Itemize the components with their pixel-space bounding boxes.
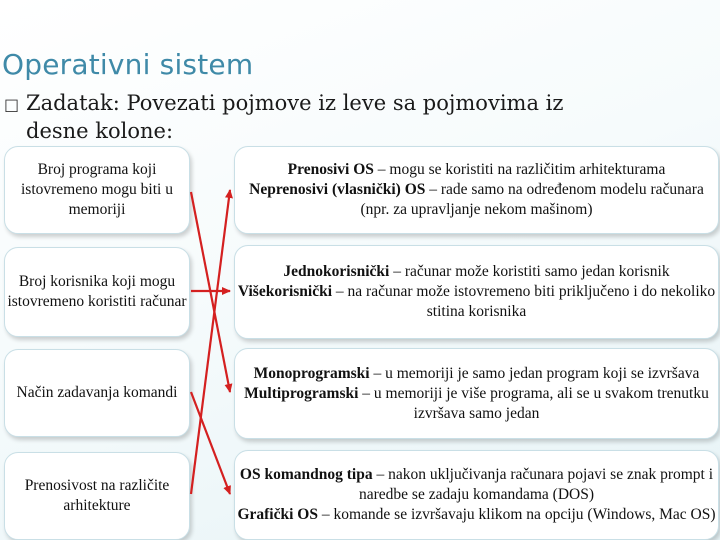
right-item-1-b bbox=[235, 180, 718, 220]
right-item-2-a bbox=[283, 262, 669, 282]
right-item-3-b-term: Multiprogramski bbox=[244, 384, 359, 402]
left-item-4-text: Prenosivost na različite arhitekture bbox=[24, 477, 170, 514]
right-item-4-b-text: – komande se izvršavaju klikom na opciju (Windows, Mac OS) bbox=[317, 506, 716, 523]
right-item-4-a bbox=[235, 465, 718, 505]
left-item-1 bbox=[4, 146, 190, 234]
right-item-4-b-term: Grafički OS bbox=[237, 506, 318, 523]
left-item-2 bbox=[4, 247, 190, 337]
right-item-1-a-text: – mogu se koristiti na različitim arhitekturama bbox=[373, 161, 666, 178]
right-item-4-a-text: – nakon uključivanja računara pojavi se znak prompt i naredbe se zadaju komandama (DOS) bbox=[359, 466, 714, 503]
left-item-3-text: Način zadavanja komandi bbox=[16, 384, 178, 401]
left-item-1-text: Broj programa koji istovremeno mogu biti u memoriji bbox=[21, 161, 173, 218]
right-item-3-b bbox=[235, 384, 718, 424]
task-text bbox=[4, 90, 716, 145]
right-item-2-b-text: – na računar može istovremeno biti priključeno i do nekoliko stitina korisnika bbox=[332, 283, 716, 320]
task-line-2: desne kolone: bbox=[26, 119, 174, 143]
right-item-1-a bbox=[288, 160, 666, 180]
right-item-1-b-term: Neprenosivi (vlasnički) OS bbox=[249, 181, 426, 198]
left-item-2-text: Broj korisnika koji mogu istovremeno koristiti računar bbox=[7, 273, 187, 310]
left-item-4 bbox=[4, 452, 190, 540]
right-item-2-b-term: Višekorisnički bbox=[237, 283, 333, 300]
slide-title: Operativni sistem bbox=[2, 48, 254, 81]
right-item-2-a-term: Jednokorisnički bbox=[283, 263, 390, 280]
right-item-1-a-term: Prenosivi OS bbox=[287, 161, 374, 178]
right-item-3-a bbox=[254, 364, 700, 384]
right-item-2 bbox=[234, 245, 719, 339]
right-item-2-b bbox=[235, 282, 718, 322]
task-line-1: Zadatak: Povezati pojmove iz leve sa pojmovima iz bbox=[26, 91, 564, 115]
right-item-1-b-text: – rade samo na određenom modelu računara (npr. za upravljanje nekom mašinom) bbox=[360, 181, 704, 218]
right-item-3-a-text: – u memoriji je samo jedan program koji se izvršava bbox=[369, 364, 700, 382]
right-item-2-a-text: – računar može koristiti samo jedan korisnik bbox=[389, 263, 670, 280]
left-item-3 bbox=[4, 349, 190, 437]
right-item-4-a-term: OS komandnog tipa bbox=[239, 466, 373, 483]
right-item-4 bbox=[234, 450, 719, 540]
right-item-3-a-term: Monoprogramski bbox=[253, 364, 370, 382]
right-item-4-b bbox=[237, 505, 715, 525]
right-item-3 bbox=[234, 348, 719, 439]
bullet-icon: □ bbox=[4, 95, 20, 114]
right-item-3-b-text: – u memoriji je više programa, ali se u svakom trenutku izvršava samo jedan bbox=[358, 384, 709, 422]
right-item-1 bbox=[234, 146, 719, 234]
